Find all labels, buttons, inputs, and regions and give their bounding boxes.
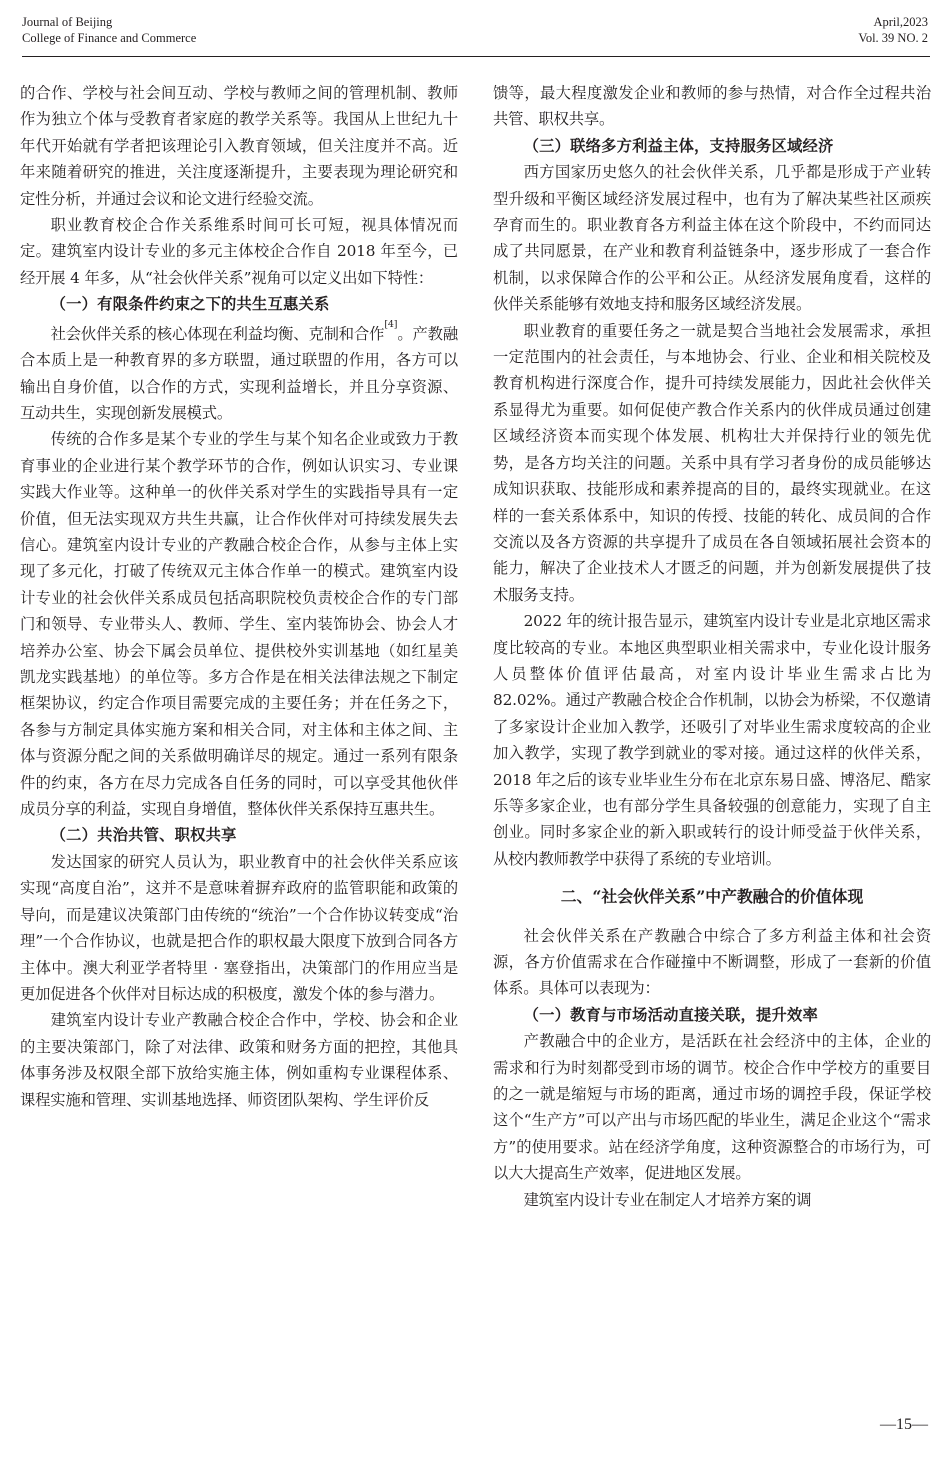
body-paragraph: 社会伙伴关系在产教融合中综合了多方利益主体和社会资源，各方价值需求在合作碰撞中不断调整，形成了一套新的价值体系。具体可以表现为：: [493, 926, 931, 998]
issue-volume: Vol. 39 NO. 2: [858, 31, 928, 45]
citation-marker: [4]: [384, 318, 398, 330]
header-rule: [22, 56, 930, 57]
body-paragraph: 西方国家历史悠久的社会伙伴关系，几乎都是形成于产业转型升级和平衡区域经济发展过程中，也有为了解决某些社区顽疾孕育而生的。职业教育各方利益主体在这个阶段中，不约而同达成了共同愿景，在产业和教育利益链条中，逐步形成了一套合作机制，以求保障合作的公平和公正。从经济发展角度看，这样的伙伴关系能够有效地支持和服务区域经济发展。: [493, 163, 931, 314]
issue-date: April,2023: [873, 15, 928, 29]
paragraph-text: 社会伙伴关系的核心体现在利益均衡、克制和合作: [50, 324, 385, 343]
subsection-heading: （二）共治共管、职权共享: [50, 826, 237, 845]
running-header: [22, 14, 928, 54]
body-paragraph: 馈等，最大程度激发企业和教师的参与热情，对合作全过程共治共管、职权共享。: [493, 84, 931, 129]
body-paragraph: 传统的合作多是某个专业的学生与某个知名企业或致力于教育事业的企业进行某个教学环节的合作，例如认识实习、专业课实践大作业等。这种单一的伙伴关系对学生的实践指导具有一定价值，但无法实现双方共生共赢，让合作伙伴对可持续发展失去信心。建筑室内设计专业的产教融合校企合作，从参与主体上实现了多元化，打破了传统双元主体合作单一的模式。建筑室内设计专业的社会伙伴关系成员包括高职院校负责校企合作的专门部门和领导、专业带头人、教师、学生、室内装饰协会、协会人才培养办公室、协会下属会员单位、提供校外实训基地（如红星美凯龙实践基地）的单位等。多方合作是在相关法律法规之下制定框架协议，约定合作项目需要完成的主要任务；并在任务之下，各参与方制定具体实施方案和相关合同，对主体和主体之间、主体与资源分配之间的关系做明确详尽的规定。通过一系列有限条件的约束，各方在尽力完成各自任务的同时，可以享受其他伙伴成员分享的利益，实现自身增值，整体伙伴关系保持互惠共生。: [20, 430, 458, 819]
body-paragraph: 建筑室内设计专业在制定人才培养方案的调: [523, 1190, 812, 1209]
body-paragraph: [20, 318, 458, 427]
section-heading: 二、“社会伙伴关系”中产教融合的价值体现: [560, 887, 864, 907]
body-paragraph: 职业教育的重要任务之一就是契合当地社会发展需求，承担一定范围内的社会责任，与本地协会、行业、企业和相关院校及教育机构进行深度合作，提升可持续发展能力，因此社会伙伴关系显得尤为重要。如何促使产教合作关系内的伙伴成员通过创建区域经济资本而实现个体发展、机构壮大并保持行业的领先优势，是各方均关注的问题。关系中具有学习者身份的成员能够达成知识获取、技能形成和素养提高的目的，最终实现就业。在这样的一套关系体系中，知识的传授、技能的转化、成员间的合作交流以及各方资源的共享提升了成员在各自领域拓展社会资本的能力，解决了企业技术人才匮乏的问题，并为创新发展提供了技术服务支持。: [493, 321, 931, 604]
issue-info: [858, 14, 928, 46]
paragraph-text: 。产教融合本质上是一种教育界的多方联盟，通过联盟的作用，各方可以输出自身价值，以合作的方式，实现利益增长，并且分享资源、互动共生，实现创新发展模式。: [20, 324, 459, 422]
page-number: —15—: [880, 1416, 928, 1433]
left-column: [20, 80, 458, 1113]
body-paragraph: 发达国家的研究人员认为，职业教育中的社会伙伴关系应该实现“高度自治”，这并不是意味着摒弃政府的监管职能和政策的导向，而是建议决策部门由传统的“统治”一个合作协议转变成“治理”一个合作协议，也就是把合作的职权最大限度下放到合同各方主体中。澳大利亚学者特里 · 塞登指出，决策部门的作用应当是更加促进各个伙伴对目标达成的积极度，激发个体的参与潜力。: [20, 852, 458, 1003]
subsection-heading: （一）有限条件约束之下的共生互惠关系: [50, 295, 330, 314]
journal-name: [22, 14, 196, 46]
body-paragraph: 建筑室内设计专业产教融合校企合作中，学校、协会和企业的主要决策部门，除了对法律、政策和财务方面的把控，其他具体事务涉及权限全部下放给实施主体，例如重构专业课程体系、课程实施和管理、实训基地选择、师资团队架构、学生评价反: [20, 1011, 458, 1109]
journal-name-line2: College of Finance and Commerce: [22, 31, 197, 45]
body-paragraph: 的合作、学校与社会间互动、学校与教师之间的管理机制、教师作为独立个体与受教育者家庭的教学关系等。我国从上世纪九十年代开始就有学者把该理论引入教育领域，但关注度并不高。近年来随着研究的推进，关注度逐渐提升，主要表现为理论研究和定性分析，并通过会议和论文进行经验交流。: [20, 84, 458, 208]
right-column: [493, 80, 931, 1213]
body-paragraph: 2022 年的统计报告显示，建筑室内设计专业是北京地区需求度比较高的专业。本地区典型职业相关需求中，专业化设计服务人员整体价值评估最高，对室内设计毕业生需求占比为 82.02%。通过产教融合校企合作机制，以协会为桥梁，不仅邀请了多家设计企业加入教学，还吸引了对毕业生需求度较高的企业加入教学，实现了教学到就业的零对接。通过这样的伙伴关系，2018 年之后的该专业毕业生分布在北京东易日盛、博洛尼、酷家乐等多家企业，也有部分学生具备较强的创意能力，实现了自主创业。同时多家企业的新入职或转行的设计师受益于伙伴关系，从校内教师教学中获得了系统的专业培训。: [493, 612, 931, 868]
subsection-heading: （一）教育与市场活动直接关联，提升效率: [523, 1005, 819, 1024]
body-paragraph: 职业教育校企合作关系维系时间可长可短，视具体情况而定。建筑室内设计专业的多元主体校企合作自 2018 年至今，已经开展 4 年多，从“社会伙伴关系”视角可以定义出如下特性：: [20, 216, 458, 287]
journal-name-line1: Journal of Beijing: [22, 15, 113, 29]
body-paragraph: 产教融合中的企业方，是活跃在社会经济中的主体，企业的需求和行为时刻都受到市场的调节。校企合作中学校方的重要目的之一就是缩短与市场的距离，通过市场的调控手段，保证学校这个“生产方”可以产出与市场匹配的毕业生，满足企业这个“需求方”的使用要求。站在经济学角度，这种资源整合的市场行为，可以大大提高生产效率，促进地区发展。: [493, 1032, 931, 1183]
subsection-heading: （三）联络多方利益主体，支持服务区域经济: [523, 136, 834, 155]
